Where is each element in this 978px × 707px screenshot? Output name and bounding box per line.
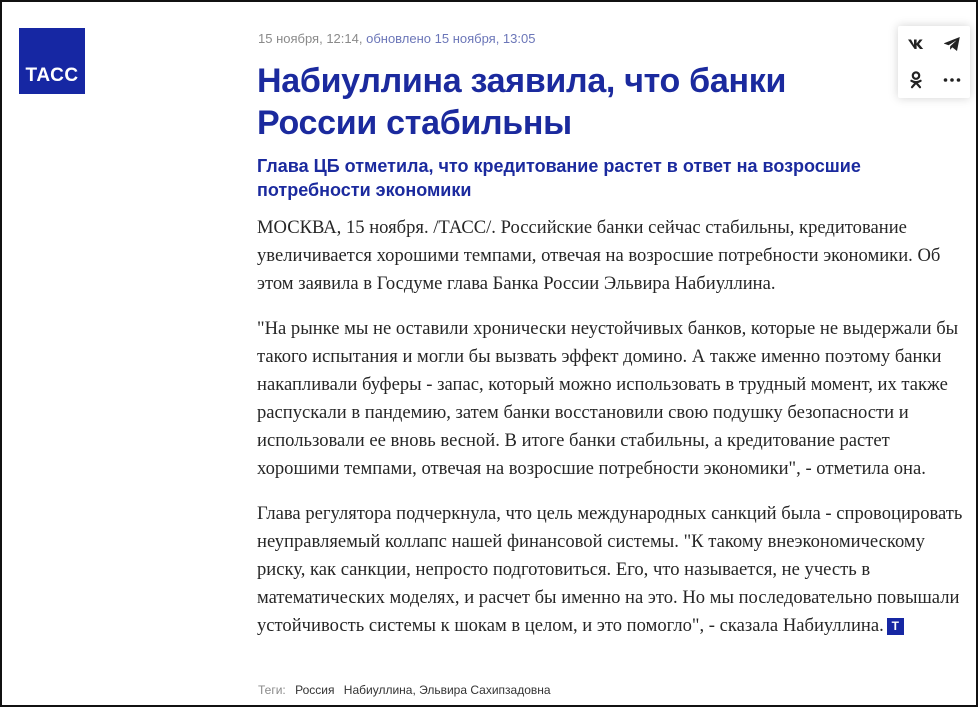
paragraph-1: МОСКВА, 15 ноября. /ТАСС/. Российские банки сейчас стабильны, кредитование увеличивается хорошими темпами, отвечая на возросшие потребности экономики. Об этом заявила в Госдуме глава Банка России Эльвира Набиуллина. <box>257 217 941 294</box>
published-time: 15 ноября, 12:14, <box>258 31 363 46</box>
tag-link-nabiullina[interactable]: Набиуллина, Эльвира Сахипзадовна <box>343 683 551 697</box>
tag-link-russia[interactable]: Россия <box>295 683 335 697</box>
tags-label: Теги: <box>258 683 286 697</box>
logo-text: ТАСС <box>25 65 79 86</box>
more-icon[interactable] <box>934 62 970 98</box>
tass-logo[interactable] <box>19 28 85 94</box>
updated-time: обновлено 15 ноября, 13:05 <box>366 31 536 46</box>
paragraph-2: "На рынке мы не оставили хронически неустойчивых банков, которые не выдержали бы такого испытания и могли бы вызвать эффект домино. А также именно поэтому банки накапливали буферы - запас, который можно использовать в трудный момент, их также распускали в пандемию, затем банки восстановили свою подушку безопасности и использовали ее вновь весной. В итоге банки стабильны, а кредитование растет хорошими темпами, отвечая на возросшие потребности экономики", - отметила она. <box>257 318 959 479</box>
telegram-icon[interactable] <box>934 26 970 62</box>
odnoklassniki-icon[interactable] <box>898 62 934 98</box>
paragraph-3-text: Глава регулятора подчеркнула, что цель международных санкций была - спровоцировать неуправляемый коллапс нашей финансовой системы. "К такому внеэкономическому риску, как санкции, непросто подготовиться. Его, что называется, не учесть в математических моделях, и расчет бы именно на это. Но мы последовательно повышали устойчивость системы к шокам в целом, и это помогло", - сказала Набиуллина. <box>257 503 963 636</box>
share-panel <box>898 26 970 98</box>
article-body <box>257 214 969 657</box>
tass-end-mark-icon: Т <box>887 618 904 635</box>
paragraph-3 <box>257 500 969 640</box>
vk-icon[interactable] <box>898 26 934 62</box>
article-lead: Глава ЦБ отметила, что кредитование растет в ответ на возросшие потребности экономики <box>257 156 861 200</box>
article-meta <box>258 31 535 46</box>
tags-row <box>258 683 551 697</box>
page-title: Набиуллина заявила, что банки России стабильны <box>257 62 787 142</box>
